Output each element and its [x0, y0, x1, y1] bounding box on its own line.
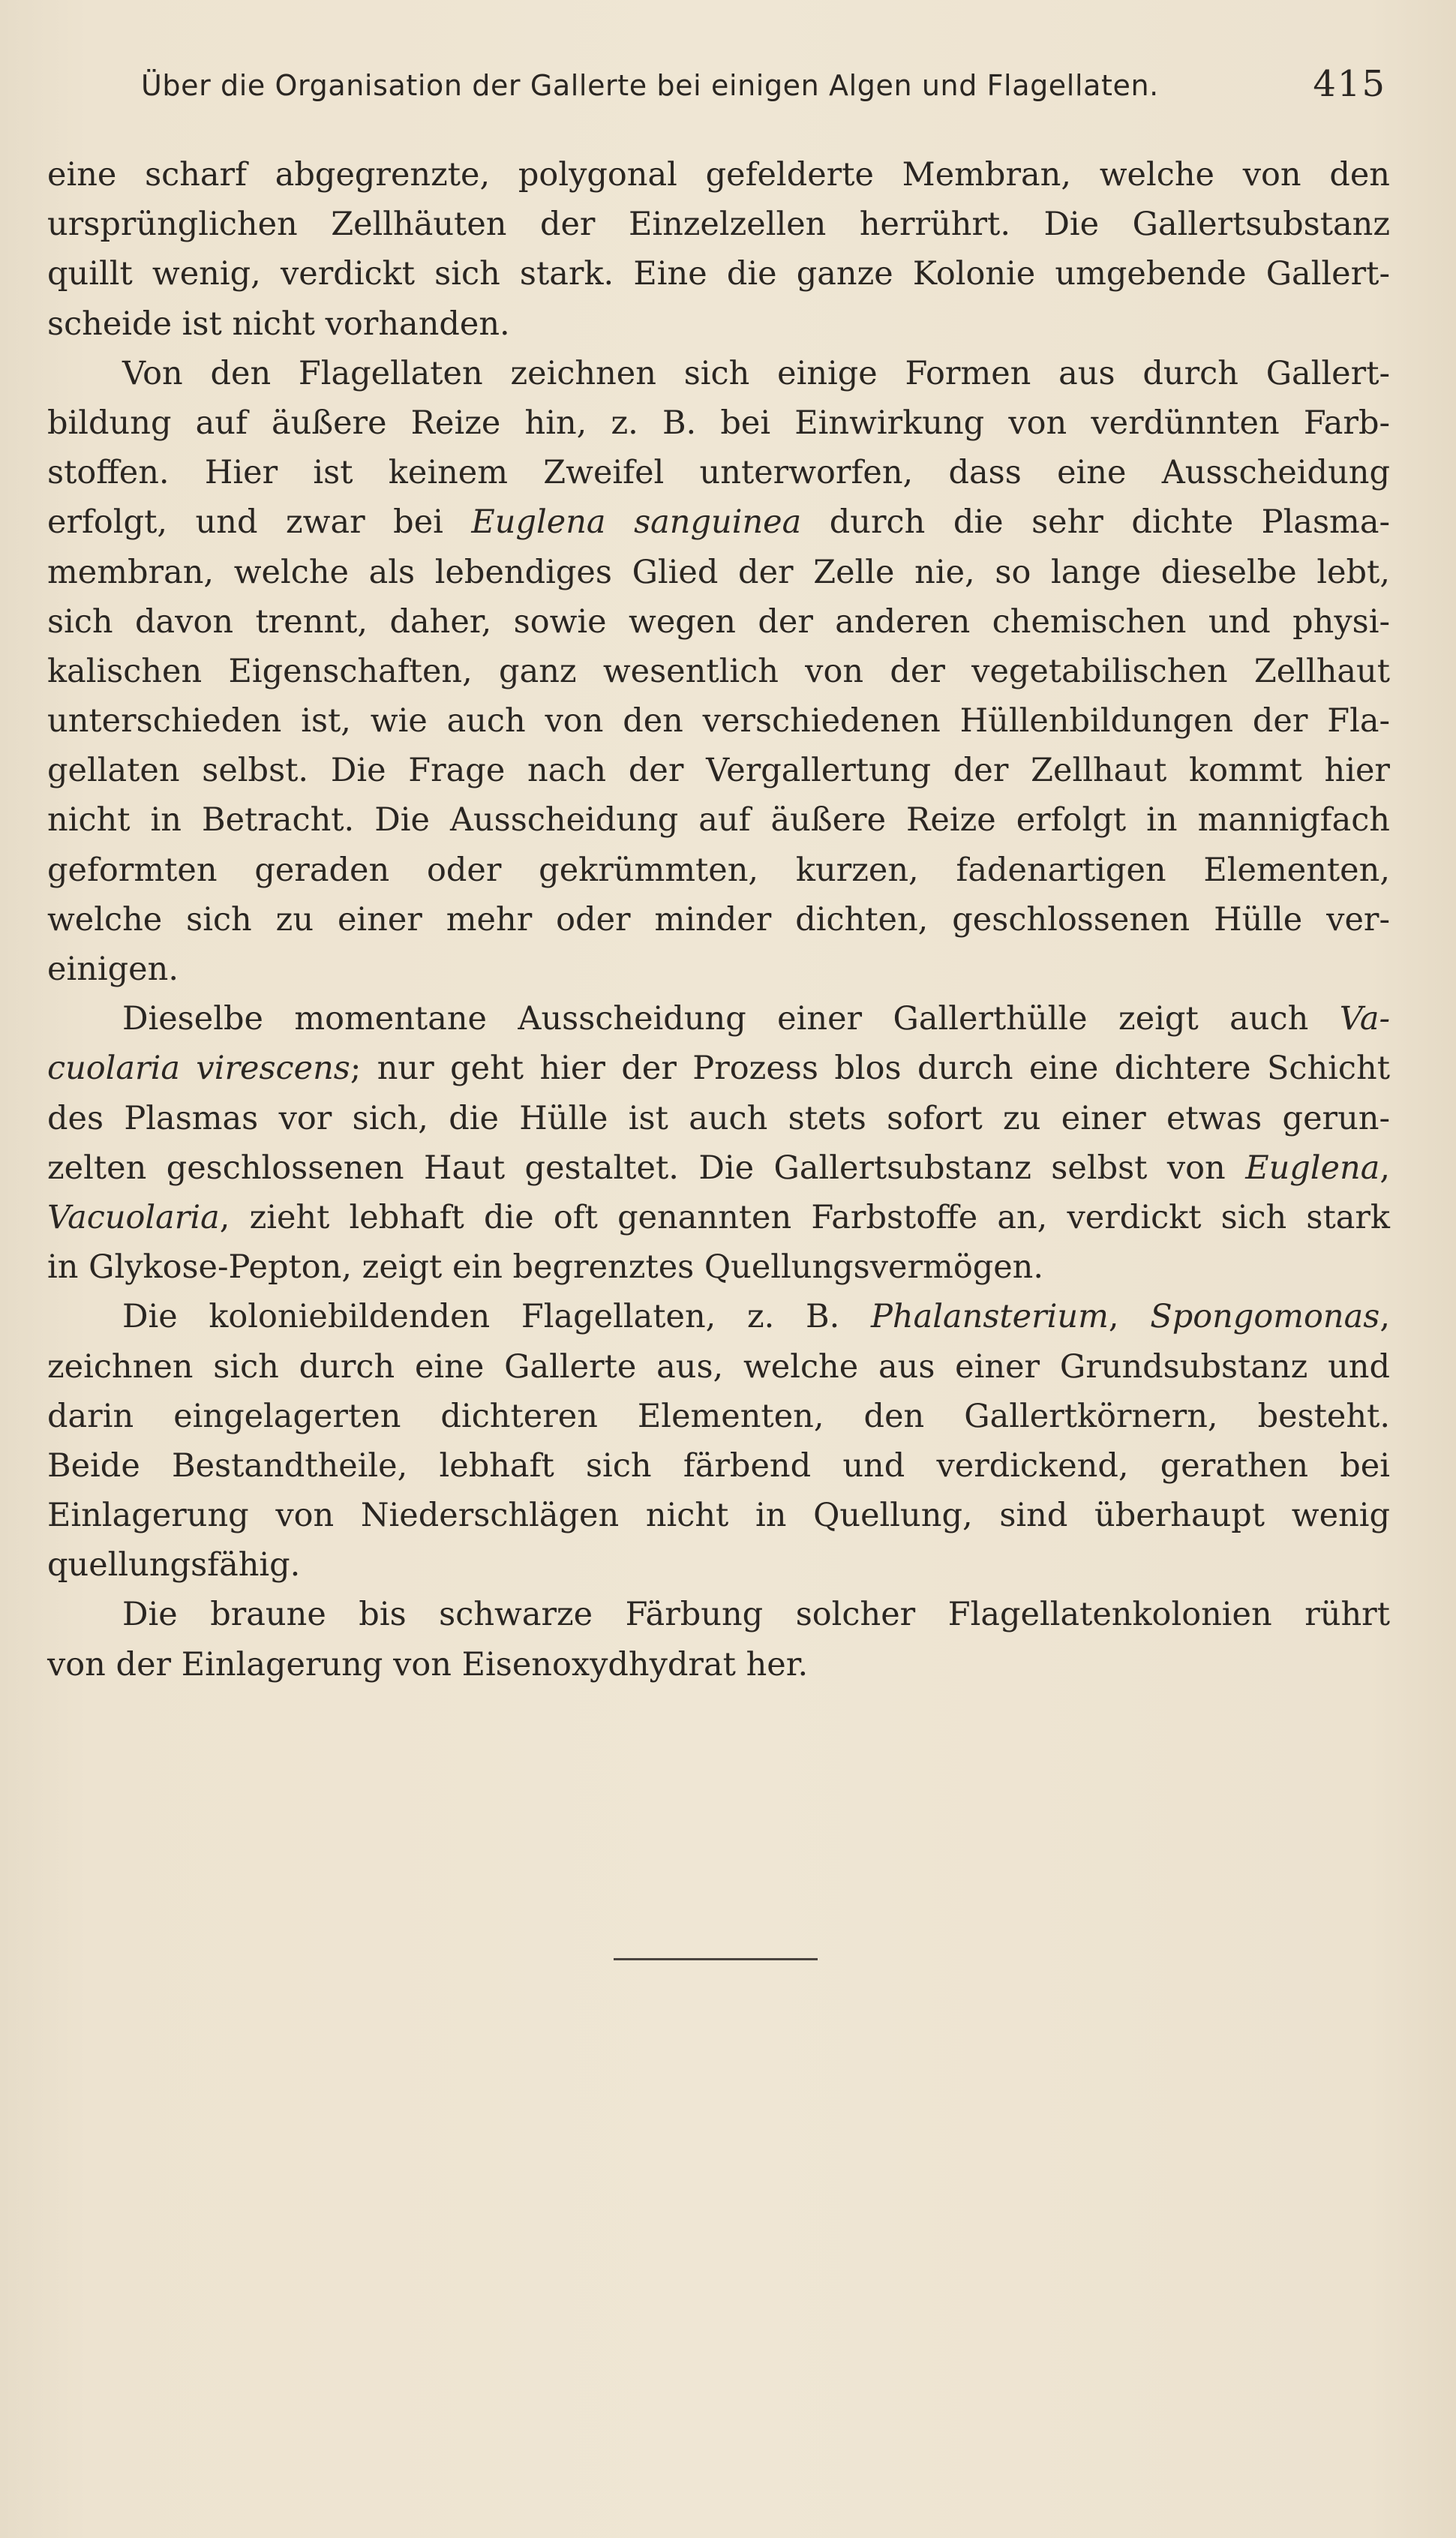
text-span: Von den Flagellaten zeichnen sich einige Formen aus durch Gallert- [122, 354, 1390, 392]
text-span: ursprünglichen Zellhäuten der Einzelzellen herrührt. Die Gallertsubstanz [47, 206, 1390, 244]
text-span: , [1108, 1298, 1151, 1336]
text-span: , [1379, 1298, 1390, 1336]
text-line [47, 1441, 1390, 1491]
text-line [47, 895, 1390, 945]
text-line [47, 746, 1390, 795]
italic-text: Phalansterium [870, 1298, 1109, 1336]
running-head [141, 63, 1386, 116]
text-line [47, 200, 1390, 249]
text-line [47, 1094, 1390, 1143]
italic-text: Euglena [1245, 1149, 1380, 1187]
paragraph [47, 994, 1390, 1292]
text-line [47, 349, 1390, 398]
text-span: zeichnen sich durch eine Gallerte aus, welche aus einer Grundsubstanz und [47, 1347, 1390, 1386]
text-line [47, 1342, 1390, 1392]
text-span: stoffen. Hier ist keinem Zweifel unterworfen, dass eine Ausscheidung [47, 454, 1390, 492]
text-line [47, 548, 1390, 597]
paragraph [47, 349, 1390, 994]
text-line [47, 448, 1390, 497]
text-span: bildung auf äußere Reize hin, z. B. bei Einwirkung von verdünnten Farb- [47, 404, 1390, 442]
text-span: kalischen Eigenschaften, ganz wesentlich von der vegetabilischen Zellhaut [47, 652, 1390, 690]
italic-text: Euglena sanguinea [471, 503, 802, 542]
text-span: Beide Bestandtheile, lebhaft sich färbend und verdickend, gerathen bei [47, 1446, 1390, 1485]
text-line [47, 1590, 1390, 1639]
text-line [47, 945, 1390, 994]
text-span: Die braune bis schwarze Färbung solcher Flagellatenkolonien rührt [122, 1596, 1390, 1634]
text-line [47, 150, 1390, 200]
text-line [47, 398, 1390, 448]
text-span: welche sich zu einer mehr oder minder dichten, geschlossenen Hülle ver- [47, 900, 1390, 939]
paragraph [47, 150, 1390, 349]
text-line [47, 1143, 1390, 1193]
text-span: gellaten selbst. Die Frage nach der Vergallertung der Zellhaut kommt hier [47, 752, 1390, 790]
text-line [47, 1292, 1390, 1341]
text-span: darin eingelagerten dichteren Elementen, den Gallertkörnern, besteht. [47, 1397, 1390, 1435]
text-span: scheide ist nicht vorhanden. [47, 305, 510, 343]
text-line [47, 845, 1390, 895]
text-line [47, 249, 1390, 299]
text-span: unterschieden ist, wie auch von den verschiedenen Hüllenbildungen der Fla- [47, 702, 1390, 740]
text-span: , [1379, 1149, 1390, 1187]
text-span: zelten geschlossenen Haut gestaltet. Die Gallertsubstanz selbst von [47, 1149, 1246, 1187]
text-span: einigen. [47, 951, 179, 988]
italic-text: Vacuolaria [47, 1198, 220, 1236]
text-span: , zieht lebhaft die oft genannten Farbstoffe an, verdickt sich stark [219, 1198, 1390, 1236]
text-span: Dieselbe momentane Ausscheidung einer Gallerthülle zeigt auch [122, 1000, 1340, 1038]
text-span: von der Einlagerung von Eisenoxydhydrat her. [47, 1645, 809, 1683]
text-span: eine scharf abgegrenzte, polygonal gefelderte Membran, welche von den [47, 156, 1390, 194]
text-span: in Glykose-Pepton, zeigt ein begrenztes Quellungsvermögen. [47, 1248, 1044, 1287]
text-span: des Plasmas vor sich, die Hülle ist auch stets sofort zu einer etwas gerun- [47, 1099, 1390, 1137]
text-line [47, 1491, 1390, 1540]
paragraph [47, 1590, 1390, 1689]
text-line [47, 647, 1390, 696]
text-line [47, 1640, 1390, 1689]
text-span: durch die sehr dichte Plasma- [801, 503, 1390, 542]
page-number: 415 [1313, 63, 1386, 105]
text-span: nicht in Betracht. Die Ausscheidung auf äußere Reize erfolgt in mannigfach [47, 801, 1390, 839]
text-line [47, 497, 1390, 547]
text-line [47, 1392, 1390, 1441]
text-line [47, 994, 1390, 1044]
text-line [47, 696, 1390, 746]
text-line [47, 1242, 1390, 1292]
text-line [47, 1193, 1390, 1242]
end-rule [614, 1958, 818, 1960]
text-line [47, 1044, 1390, 1093]
text-span: geformten geraden oder gekrümmten, kurzen, fadenartigen Elementen, [47, 851, 1390, 889]
italic-text: Spongomonas [1150, 1298, 1380, 1336]
text-line [47, 299, 1390, 349]
text-span: Die koloniebildenden Flagellaten, z. B. [122, 1298, 871, 1336]
body-text [47, 150, 1390, 1689]
text-span: quellungsfähig. [47, 1546, 301, 1584]
paragraph [47, 1292, 1390, 1590]
text-span: sich davon trennt, daher, sowie wegen der anderen chemischen und physi- [47, 602, 1390, 641]
text-span: ; nur geht hier der Prozess blos durch eine dichtere Schicht [350, 1050, 1390, 1088]
text-span: quillt wenig, verdickt sich stark. Eine die ganze Kolonie umgebende Gallert- [47, 255, 1390, 293]
text-line [47, 795, 1390, 845]
italic-text: cuolaria virescens [47, 1050, 350, 1088]
text-span: erfolgt, und zwar bei [47, 503, 472, 542]
italic-text: Va- [1339, 1000, 1390, 1038]
text-span: membran, welche als lebendiges Glied der Zelle nie, so lange dieselbe lebt, [47, 553, 1390, 591]
text-line [47, 597, 1390, 647]
running-title: Über die Organisation der Gallerte bei einigen Algen und Flagellaten. [141, 69, 1159, 102]
text-span: Einlagerung von Niederschlägen nicht in Quellung, sind überhaupt wenig [47, 1497, 1390, 1535]
text-line [47, 1540, 1390, 1590]
